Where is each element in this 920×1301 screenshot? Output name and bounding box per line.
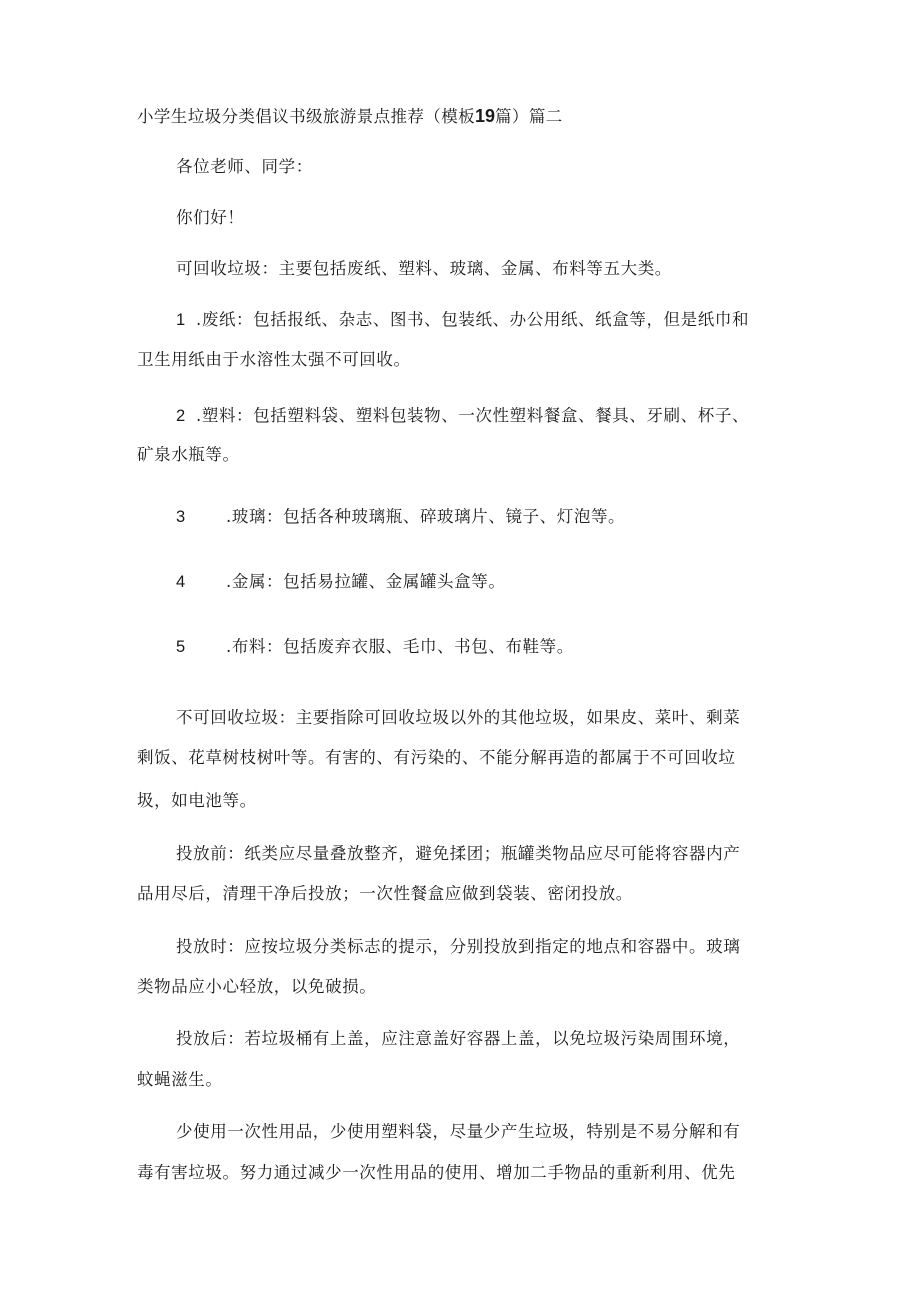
item-5-text: .布料：包括废弃衣服、毛巾、书包、布鞋等。 <box>226 637 574 656</box>
item-2-line-2: 矿泉水瓶等。 <box>137 445 240 464</box>
item-3-text: .玻璃：包括各种玻璃瓶、碎玻璃片、镜子、灯泡等。 <box>226 507 626 526</box>
before-line-1: 投放前：纸类应尽量叠放整齐，避免揉团；瓶罐类物品应尽可能将容器内产 <box>176 844 741 863</box>
nonrecyclable-line-1: 不可回收垃圾：主要指除可回收垃圾以外的其他垃圾，如果皮、菜叶、剩菜 <box>176 708 741 727</box>
during-line-1: 投放时：应按垃圾分类标志的提示，分别投放到指定的地点和容器中。玻璃 <box>176 937 741 956</box>
title-suffix: 篇）篇二 <box>495 107 563 126</box>
item-1-number: 1 <box>176 311 186 329</box>
recyclable-intro: 可回收垃圾：主要包括废纸、塑料、玻璃、金属、布料等五大类。 <box>176 259 672 278</box>
item-5 <box>176 636 836 658</box>
item-4-number: 4 <box>176 573 186 591</box>
document-title <box>137 105 797 128</box>
item-2-number: 2 <box>176 407 186 425</box>
after-line-2: 蚊蝇滋生。 <box>137 1070 223 1089</box>
item-1-text: .废纸：包括报纸、杂志、图书、包装纸、办公用纸、纸盒等，但是纸巾和 <box>196 310 750 329</box>
item-1-line-2: 卫生用纸由于水溶性太强不可回收。 <box>137 350 411 369</box>
title-prefix: 小学生垃圾分类倡议书级旅游景点推荐（模板 <box>137 107 475 126</box>
reduce-line-1: 少使用一次性用品，少使用塑料袋，尽量少产生垃圾，特别是不易分解和有 <box>176 1122 741 1141</box>
item-2-line-1 <box>176 405 788 427</box>
during-line-2: 类物品应小心轻放，以免破损。 <box>137 977 377 996</box>
nonrecyclable-line-3: 圾，如电池等。 <box>137 791 257 810</box>
item-4 <box>176 571 836 593</box>
item-3-number: 3 <box>176 508 186 526</box>
greeting: 你们好！ <box>176 208 245 227</box>
before-line-2: 品用尽后，清理干净后投放；一次性餐盒应做到袋装、密闭投放。 <box>137 884 633 903</box>
item-2-text: .塑料：包括塑料袋、塑料包装物、一次性塑料餐盒、餐具、牙刷、杯子、 <box>196 406 750 425</box>
item-1-line-1 <box>176 309 788 331</box>
item-5-number: 5 <box>176 638 186 656</box>
item-3 <box>176 506 836 528</box>
after-line-1: 投放后：若垃圾桶有上盖，应注意盖好容器上盖，以免垃圾污染周围环境， <box>176 1029 741 1048</box>
item-4-text: .金属：包括易拉罐、金属罐头盒等。 <box>226 572 506 591</box>
salutation: 各位老师、同学： <box>176 157 313 176</box>
title-number: 19 <box>475 106 496 126</box>
nonrecyclable-line-2: 剩饭、花草树枝树叶等。有害的、有污染的、不能分解再造的都属于不可回收垃 <box>137 748 736 767</box>
reduce-line-2: 毒有害垃圾。努力通过减少一次性用品的使用、增加二手物品的重新利用、优先 <box>137 1163 736 1182</box>
